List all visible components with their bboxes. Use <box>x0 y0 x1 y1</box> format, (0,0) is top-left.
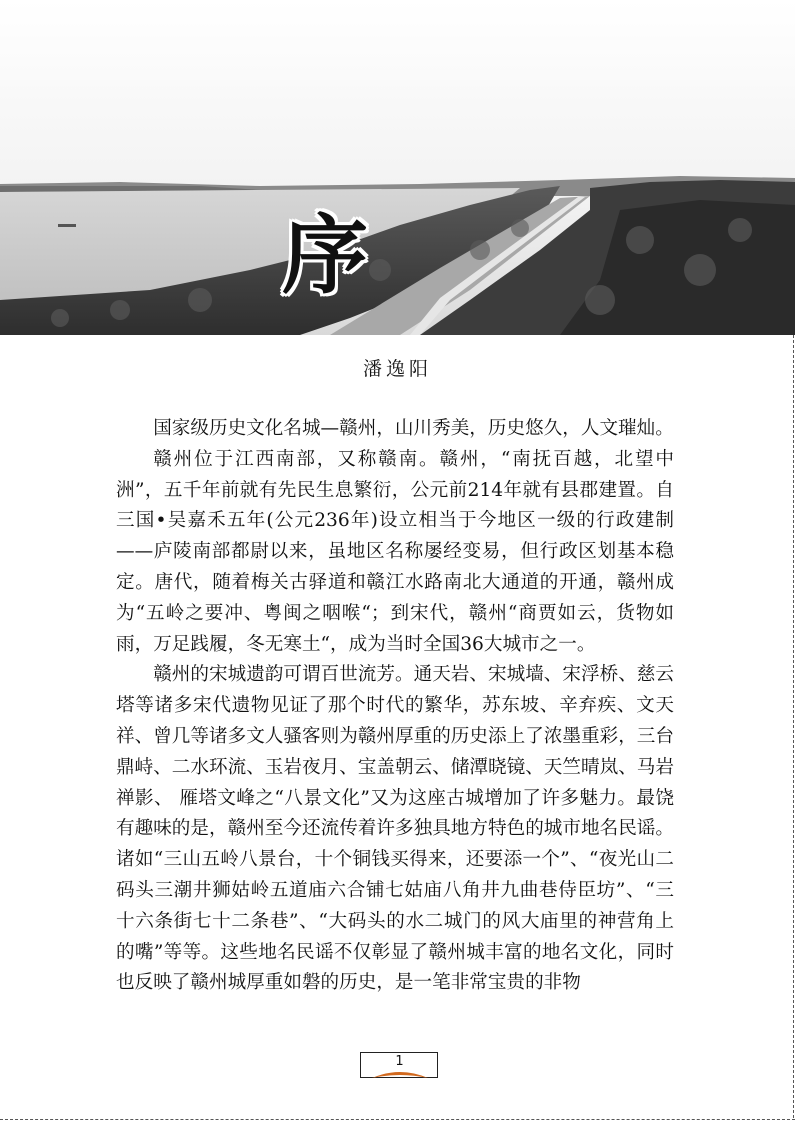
paragraph: 赣州位于江西南部，又称赣南。赣州，“南抚百越，北望中洲”，五千年前就有先民生息繁衍，公元前214年就有县郡建置。自三国•吴嘉禾五年(公元236年)设立相当于今地区一级的行政建制——庐陵南部都尉以来，虽地区名称屡经变易，但行政区划基本稳定。唐代，随着梅关古驿道和赣江水路南北大通道的开通，赣州成为“五岭之要冲、粤闽之咽喉“；到宋代，赣州“商贾如云，货物如雨，万足践履，冬无寒土“，成为当时全国36大城市之一。 <box>116 448 674 655</box>
paragraph: 赣州的宋城遗韵可谓百世流芳。通天岩、宋城墙、宋浮桥、慈云塔等诸多宋代遗物见证了那个时代的繁华，苏东坡、辛弃疾、文天祥、曾几等诸多文人骚客则为赣州厚重的历史添上了浓墨重彩，三台鼎峙、二水环流、玉岩夜月、宝盖朝云、储潭晓镜、天竺晴岚、马岩禅影、 雁塔文峰之“八景文化”又为这座古城增加了许多魅力。最饶有趣味的是，赣州至今还流传着许多独具地方特色的城市地名民谣。诸如“三山五岭八景台，十个铜钱买得来，还要添一个”、“夜光山二码头三潮井狮姑岭五道庙六合铺七姑庙八角井九曲巷侍臣坊”、“三十六条街七十二条巷”、“大码头的水二城门的风大庙里的神营角上的嘴”等等。这些地名民谣不仅彰显了赣州城丰富的地名文化，同时也反映了赣州城厚重如磐的历史，是一笔非常宝贵的非物 <box>116 664 674 994</box>
header-photo <box>0 0 795 335</box>
author-name: 潘逸阳 <box>362 358 432 380</box>
page-number-box <box>360 1052 440 1080</box>
decorative-swoosh-icon <box>370 1068 430 1080</box>
river-landscape-photo <box>0 0 795 335</box>
chapter-title: 序 <box>282 205 368 306</box>
article-body <box>116 414 674 999</box>
page-border-bottom <box>0 1119 795 1120</box>
page-number: 1 <box>395 1054 404 1069</box>
paragraph: 国家级历史文化名城—赣州，山川秀美，历史悠久，人文璀灿。 <box>153 418 674 439</box>
